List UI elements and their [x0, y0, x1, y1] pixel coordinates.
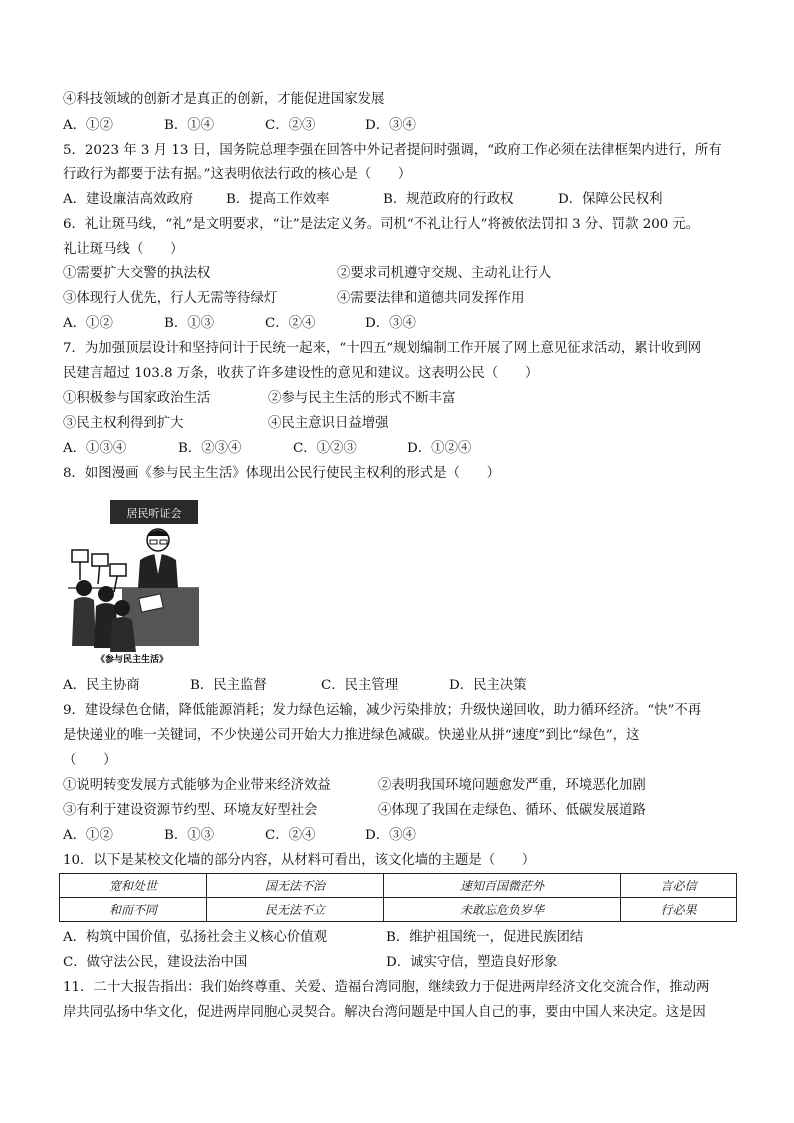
q9-stem-line-3: （ ）: [63, 753, 117, 768]
q9-statement-1: ①说明转变发展方式能够为企业带来经济效益: [63, 778, 331, 793]
table-cell: 未敢忘危负岁华: [384, 898, 621, 922]
q6-option-b[interactable]: B．①③: [164, 316, 215, 331]
q6-statement-2: ②要求司机遵守交规、主动礼让行人: [337, 266, 552, 281]
q11-stem-line-2: 岸共同弘扬中华文化，促进两岸同胞心灵契合。解决台湾问题是中国人自己的事，要由中国人来决定。这是因: [63, 1005, 706, 1020]
q7-option-b[interactable]: B．②③④: [178, 441, 242, 456]
q6-stem-line-2: 礼让斑马线（ ）: [63, 242, 184, 257]
table-cell: 民无法不立: [207, 898, 384, 922]
q6-statement-4: ④需要法律和道德共同发挥作用: [337, 291, 525, 306]
q9-option-d[interactable]: D．③④: [365, 828, 416, 843]
table-row: [60, 874, 737, 898]
q5-option-d[interactable]: D．保障公民权利: [558, 192, 663, 207]
q5-option-c[interactable]: B．规范政府的行政权: [383, 192, 514, 207]
q10-stem: 10．以下是某校文化墙的部分内容，从材料可看出，该文化墙的主题是（ ）: [63, 853, 536, 868]
q4-option-c[interactable]: C．②③: [265, 118, 316, 133]
q4-statement-4: ④科技领域的创新才是真正的创新，才能促进国家发展: [63, 92, 385, 107]
q7-option-c[interactable]: C．①②③: [293, 441, 357, 456]
q9-option-b[interactable]: B．①③: [164, 828, 215, 843]
q9-statement-2: ②表明我国环境问题愈发严重，环境恶化加剧: [378, 778, 646, 793]
q7-statement-4: ④民主意识日益增强: [268, 416, 389, 431]
q6-stem-line-1: 6．礼让斑马线，“礼”是文明要求，“让”是法定义务。司机“不礼让行人”将被依法罚扣 3 分、罚款 200 元。: [63, 217, 700, 232]
q8-stem: 8．如图漫画《参与民主生活》体现出公民行使民主权利的形式是（ ）: [63, 466, 501, 481]
q4-option-d[interactable]: D．③④: [365, 118, 416, 133]
table-cell: 和而不同: [60, 898, 207, 922]
q6-option-c[interactable]: C．②④: [265, 316, 316, 331]
table-cell: 行必果: [621, 898, 737, 922]
q8-option-c[interactable]: C．民主管理: [321, 678, 399, 693]
table-cell: 宽和处世: [60, 874, 207, 898]
q9-option-a[interactable]: A．①②: [63, 828, 113, 843]
q8-option-a[interactable]: A．民主协商: [63, 678, 140, 693]
q5-stem-line-2: 行政行为都要于法有据。”这表明依法行政的核心是（ ）: [63, 167, 412, 182]
q7-option-a[interactable]: A．①③④: [63, 441, 127, 456]
q8-option-b[interactable]: B．民主监督: [190, 678, 267, 693]
q6-option-a[interactable]: A．①②: [63, 316, 113, 331]
q6-option-d[interactable]: D．③④: [365, 316, 416, 331]
q4-option-b[interactable]: B．①④: [164, 118, 215, 133]
table-row: [60, 898, 737, 922]
q6-statement-3: ③体现行人优先，行人无需等待绿灯: [63, 291, 278, 306]
q10-option-a[interactable]: A．构筑中国价值，弘扬社会主义核心价值观: [63, 930, 328, 945]
q10-option-d[interactable]: D．诚实守信，塑造良好形象: [386, 955, 558, 970]
q5-option-a[interactable]: A．建设廉洁高效政府: [63, 192, 194, 207]
q7-stem-line-2: 民建言超过 103.8 万条，收获了许多建设性的意见和建议。这表明公民（ ）: [63, 366, 539, 381]
q7-statement-1: ①积极参与国家政治生活: [63, 391, 211, 406]
q10-option-b[interactable]: B．维护祖国统一，促进民族团结: [386, 930, 584, 945]
table-cell: 国无法不治: [207, 874, 384, 898]
q9-option-c[interactable]: C．②④: [265, 828, 316, 843]
q5-option-b[interactable]: B．提高工作效率: [226, 192, 330, 207]
q8-option-d[interactable]: D．民主决策: [449, 678, 527, 693]
q9-stem-line-2: 是快递业的唯一关键词，不少快递公司开始大力推进绿色减碳。快递业从拼“速度”到比“绿色”，这: [63, 728, 640, 743]
q7-option-d[interactable]: D．①②④: [407, 441, 472, 456]
q7-statement-2: ②参与民主生活的形式不断丰富: [268, 391, 456, 406]
q9-statement-4: ④体现了我国在走绿色、循环、低碳发展道路: [378, 803, 646, 818]
q10-option-c[interactable]: C．做守法公民，建设法治中国: [63, 955, 248, 970]
q4-option-a[interactable]: A．①②: [63, 118, 113, 133]
q9-stem-line-1: 9．建设绿色仓储，降低能源消耗；发力绿色运输，减少污染排放；升级快递回收，助力循环经济。“快”不再: [63, 703, 702, 718]
q7-statement-3: ③民主权利得到扩大: [63, 416, 184, 431]
table-cell: 言必信: [621, 874, 737, 898]
table-cell: 速知百国微茫外: [384, 874, 621, 898]
q11-stem-line-1: 11．二十大报告指出：我们始终尊重、关爱、造福台湾同胞，继续致力于促进两岸经济文化交流合作，推动两: [63, 980, 710, 995]
q7-stem-line-1: 7．为加强顶层设计和坚持问计于民统一起来，“十四五”规划编制工作开展了网上意见征求活动，累计收到网: [63, 341, 702, 356]
q6-statement-1: ①需要扩大交警的执法权: [63, 266, 211, 281]
q9-statement-3: ③有利于建设资源节约型、环境友好型社会: [63, 803, 318, 818]
hearing-sign-text: 居民听证会: [126, 507, 182, 520]
cartoon-caption: 《参与民主生活》: [95, 655, 169, 665]
culture-wall-table: [59, 873, 737, 922]
q5-stem-line-1: 5．2023 年 3 月 13 日，国务院总理李强在回答中外记者提问时强调，“政府工作必须在法律框架内进行，所有: [63, 143, 722, 158]
democracy-cartoon-image: [66, 496, 199, 668]
